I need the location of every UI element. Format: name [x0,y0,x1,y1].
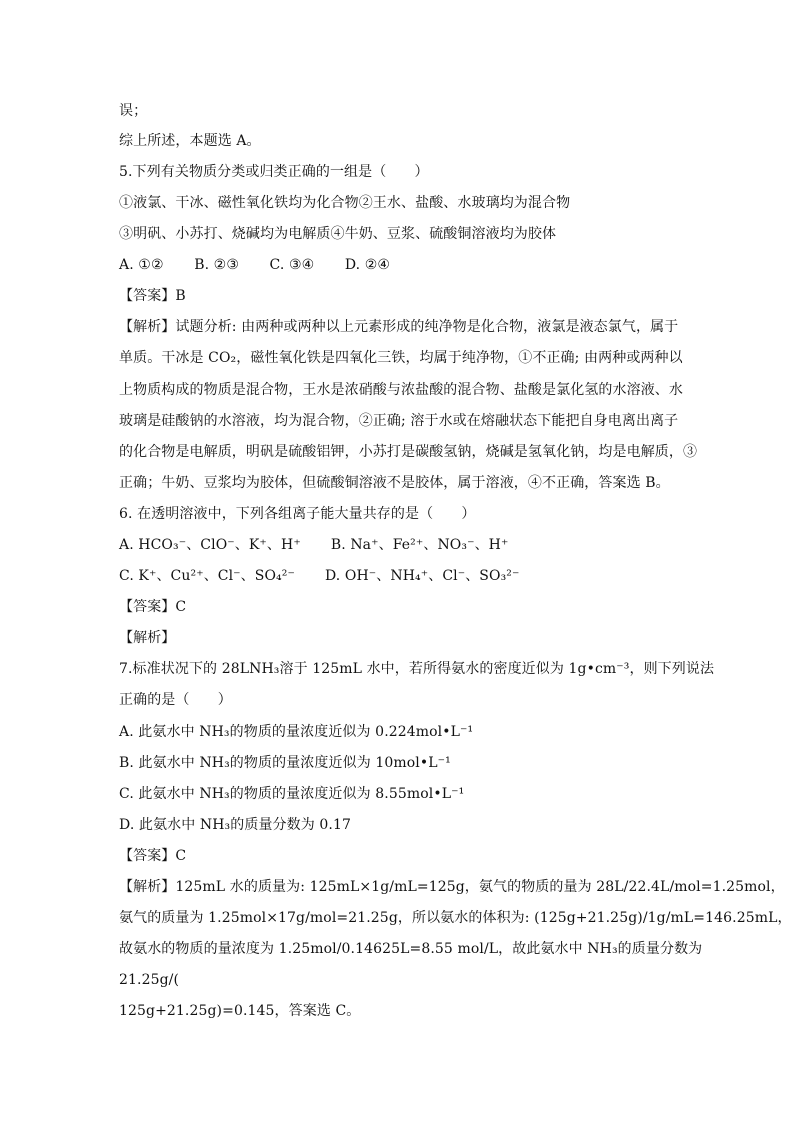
analysis-line: 【解析】125mL 水的质量为: 125mL×1g/mL=125g，氨气的物质的量为 28L/22.4L/mol=1.25mol， [119,879,785,895]
option-c: C. K⁺、Cu²⁺、Cl⁻、SO₄²⁻ [119,568,295,584]
analysis-line: 玻璃是硅酸钠的水溶液，均为混合物，②正确; 溶于水或在熔融状态下能把自身电离出离子 [119,413,679,429]
question-5-statement: ③明矾、小苏打、烧碱均为电解质④牛奶、豆浆、硫酸铜溶液均为胶体 [119,226,557,242]
question-5-stem: 5.下列有关物质分类或归类正确的一组是（ ） [119,164,429,180]
option-a: A. ①② [119,257,164,273]
option-a: A. HCO₃⁻、ClO⁻、K⁺、H⁺ [119,537,301,553]
question-6-options-row [119,532,679,558]
analysis-line: 125g+21.25g)=0.145，答案选 C。 [119,1003,361,1019]
question-6-stem: 6. 在透明溶液中，下列各组离子能大量共存的是（ ） [119,506,476,522]
question-5-options [119,252,679,278]
option-d: D. ②④ [344,257,391,273]
analysis-line: 上物质构成的物质是混合物，王水是浓硝酸与浓盐酸的混合物、盐酸是氯化氢的水溶液、水 [119,382,683,398]
option-c: C. 此氨水中 NH₃的物质的量浓度近似为 8.55mol•L⁻¹ [119,786,465,802]
text-line: 误； [119,103,148,119]
question-5-statement: ①液氯、干冰、磁性氧化铁均为化合物②王水、盐酸、水玻璃均为混合物 [119,195,571,211]
option-b: B. 此氨水中 NH₃的物质的量浓度近似为 10mol•L⁻¹ [119,755,451,771]
option-d: D. 此氨水中 NH₃的质量分数为 0.17 [119,817,351,833]
analysis-line: 【解析】试题分析: 由两种或两种以上元素形成的纯净物是化合物，液氯是液态氯气，属于 [119,319,679,335]
option-c: C. ③④ [269,257,315,273]
answer-label: 【答案】C [119,599,187,615]
analysis-line: 的化合物是电解质，明矾是硫酸铝钾，小苏打是碳酸氢钠，烧碱是氢氧化钠，均是电解质，③ [119,444,698,460]
answer-label: 【答案】B [119,288,186,304]
analysis-line: 21.25g/( [119,972,180,988]
answer-label: 【答案】C [119,848,187,864]
analysis-line: 正确；牛奶、豆浆均为胶体，但硫酸铜溶液不是胶体，属于溶液，④不正确，答案选 B。 [119,475,670,491]
analysis-label: 【解析】 [119,630,176,646]
option-a: A. 此氨水中 NH₃的物质的量浓度近似为 0.224mol•L⁻¹ [119,724,474,740]
analysis-line: 单质。干冰是 CO₂，磁性氧化铁是四氧化三铁，均属于纯净物，①不正确; 由两种或两种以 [119,350,683,366]
analysis-line: 氨气的质量为 1.25mol×17g/mol=21.25g，所以氨水的体积为: (125g+21.25g)/1g/mL=146.25mL， [119,910,792,926]
option-b: B. ②③ [194,257,239,273]
question-7-stem: 正确的是（ ） [119,692,232,708]
question-7-stem: 7.标准状况下的 28LNH₃溶于 125mL 水中，若所得氨水的密度近似为 1g•cm⁻³，则下列说法 [119,661,715,677]
option-b: B. Na⁺、Fe²⁺、NO₃⁻、H⁺ [330,537,509,553]
analysis-line: 故氨水的物质的量浓度为 1.25mol/0.14625L=8.55 mol/L，故此氨水中 NH₃的质量分数为 [119,941,703,957]
option-d: D. OH⁻、NH₄⁺、Cl⁻、SO₃²⁻ [324,568,520,584]
text-line: 综上所述，本题选 A。 [119,133,261,149]
question-6-options-row [119,563,679,589]
